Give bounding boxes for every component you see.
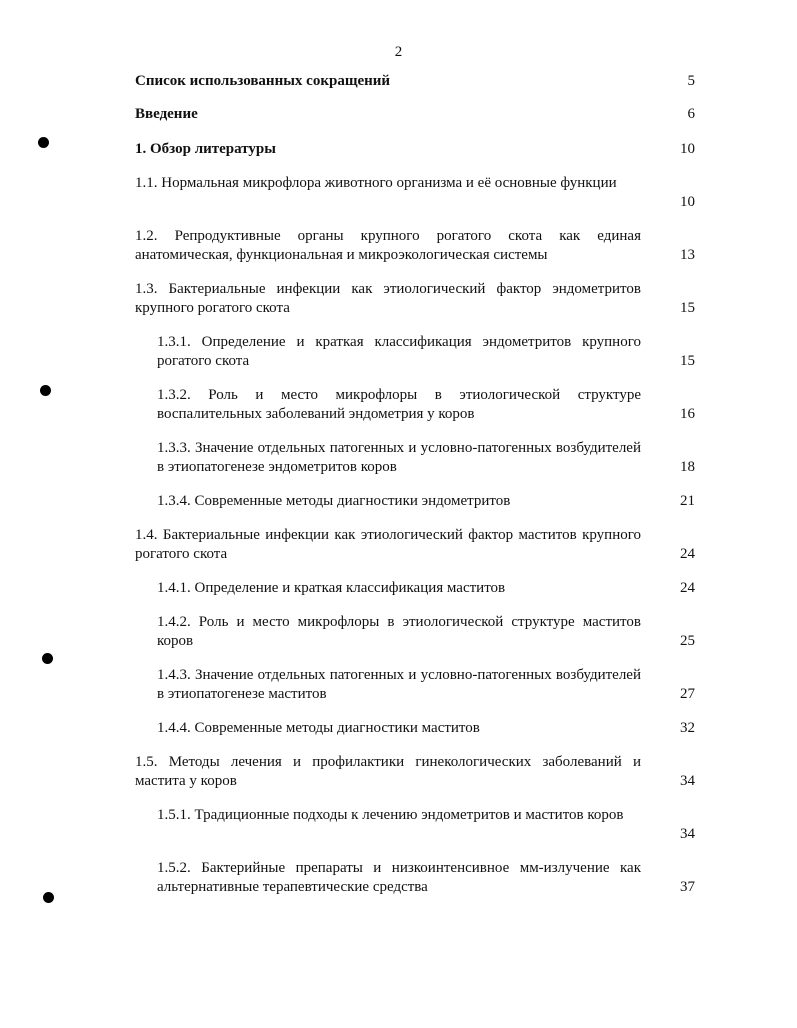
toc-title: 1.3. Бактериальные инфекции как этиологический фактор эндометритов крупного рогатого скота: [135, 281, 641, 316]
toc-page: 13: [680, 247, 695, 263]
page-number: 2: [394, 44, 403, 60]
toc-title: 1.4.4. Современные методы диагностики маститов: [157, 720, 480, 736]
toc-title: Введение: [135, 106, 198, 122]
binder-hole-mark: [38, 137, 49, 148]
toc-page: 24: [680, 546, 695, 562]
toc-page: 24: [680, 580, 695, 596]
toc-title: 1.3.1. Определение и краткая классификация эндометритов крупного рогатого скота: [157, 334, 641, 369]
toc-page: 10: [680, 194, 695, 210]
toc-page: 34: [680, 773, 695, 789]
toc-page: 32: [680, 720, 695, 736]
binder-hole-mark: [42, 653, 53, 664]
toc-title: 1.4. Бактериальные инфекции как этиологический фактор маститов крупного рогатого скота: [135, 527, 641, 562]
binder-hole-mark: [43, 892, 54, 903]
toc-title: 1.4.3. Значение отдельных патогенных и условно-патогенных возбудителей в этиопатогенезе маститов: [157, 667, 641, 702]
toc-page: 18: [680, 459, 695, 475]
toc-title: 1.3.4. Современные методы диагностики эндометритов: [157, 493, 511, 509]
toc-title: 1.1. Нормальная микрофлора животного организма и её основные функции: [135, 175, 617, 191]
toc-page: 6: [687, 106, 695, 122]
toc-title: 1.5. Методы лечения и профилактики гинекологических заболеваний и мастита у коров: [135, 754, 641, 789]
toc-page: 5: [687, 73, 695, 89]
toc-page: 34: [680, 826, 695, 842]
toc-title: 1.5.1. Традиционные подходы к лечению эндометритов и маститов коров: [157, 807, 624, 823]
toc-title: 1.4.1. Определение и краткая классификация маститов: [157, 580, 506, 596]
toc-page: 15: [680, 353, 695, 369]
toc-title: 1.3.3. Значение отдельных патогенных и условно-патогенных возбудителей в этиопатогенезе эндометритов коров: [157, 440, 641, 475]
toc-title: 1. Обзор литературы: [135, 141, 276, 157]
toc-page: 16: [680, 406, 695, 422]
toc-page: 25: [680, 633, 695, 649]
toc-page: 10: [680, 141, 695, 157]
toc-page: 21: [680, 493, 695, 509]
toc-title: 1.3.2. Роль и место микрофлоры в этиологической структуре воспалительных заболеваний эндометрия у коров: [157, 387, 641, 422]
toc-page: 27: [680, 686, 695, 702]
toc-page: 15: [680, 300, 695, 316]
toc-title: Список использованных сокращений: [135, 73, 391, 89]
toc-title: 1.2. Репродуктивные органы крупного рогатого скота как единая анатомическая, функциональная и микроэкологическая системы: [135, 228, 641, 263]
toc-title: 1.4.2. Роль и место микрофлоры в этиологической структуре маститов коров: [157, 614, 641, 649]
toc-title: 1.5.2. Бактерийные препараты и низкоинтенсивное мм-излучение как альтернативные терапевтические средства: [157, 860, 641, 895]
binder-hole-mark: [40, 385, 51, 396]
toc-page: 37: [680, 879, 695, 895]
